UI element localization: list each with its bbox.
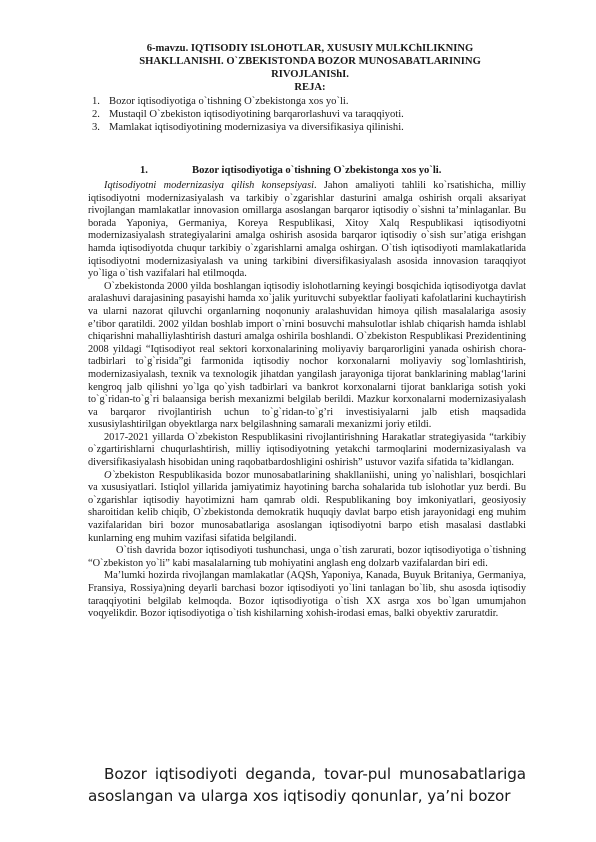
plan-item-text: Mustaqil O`zbekiston iqtisodiyotining barqarorlashuvi va taraqqiyoti. xyxy=(109,109,404,121)
paragraph: Ma’lumki hozirda rivojlangan mamlakatlar (AQSh, Yaponiya, Kanada, Buyuk Britaniya, Germaniya, Fransiya, Rossiya)ning deyarli barchasi bozor iqtisodiyoti yo`lini tanlagan bo`lib, shu asosda iqtisodiy taraqqiyotini belgilab kelmoqda. Bozor iqtisodiyotiga o`tish XX asrga xos bo`lgan umumjahon voqyelikdir. Bozor iqtisodiyotiga o`tish kishilarning xohish-irodasi emas, balki obyektiv zaruratdir. xyxy=(88,570,526,620)
large-font-paragraph: Bozor iqtisodiyoti deganda, tovar-pul munosabatlariga asoslangan va ularga xos iqtisodiy qonunlar, ya’ni bozor xyxy=(88,765,526,805)
paragraph: 2017-2021 yillarda O`zbekiston Respublikasini rivojlantirishning Harakatlar strategiyasida “tarkibiy o`zgartirishlarni chuqurlashtirish, milliy iqtisodiyotning yetakchi tarmoqlarini modernizasiyalash va diversifikasiyalash hisobidan uning raqobatbardoshligini oshirish” ustuvor vazifa sifatida ta’kidlangan. xyxy=(88,431,526,469)
plan-item-number: 2. xyxy=(92,109,100,121)
paragraph: O`tish davrida bozor iqtisodiyoti tushunchasi, unga o`tish zarurati, bozor iqtisodiyotiga o`tishning “O`zbekiston yo`li” kabi masalalarning tub mohiyatini anglash eng dolzarb vazifalardan biri edi. xyxy=(88,545,526,569)
paragraph-lead-italic: O` xyxy=(104,469,115,481)
plan-item-text: Mamlakat iqtisodiyotining modernizasiya va diversifikasiya qilinishi. xyxy=(109,122,404,134)
plan-item xyxy=(92,95,532,108)
paragraph xyxy=(88,470,526,546)
paragraph: O`zbekistonda 2000 yilda boshlangan iqtisodiy islohotlarning keyingi bosqichida iqtisodiyotga davlat aralashuvi darajasining pasayishi hamda xo`jalik yurituvchi subyektlar faoliyati kafolatlarini kuchaytirish va ularni nazorat qiluvchi organlarning noqonuniy aralashuvidan himoya qilish masalalariga asosiy e’tibor qaratildi. 2002 yildan boshlab import o`rnini bosuvchi mahsulotlar ishlab chiqarish hamda ishlabl chiqarishni mahalliylashtirish dasturi amalga oshirila boshlandi. O`zbekiston Respublikasi Prezidentining 2008 yildagi “Iqtisodiyot real sektori korxonalarining moliyaviy barqarorligini yanada oshirish chora-tadbirlari to`g`risida”gi farmonida iqtisodiy nochor korxonalarni moliyaviy sog`lomlashtirish, modernizasiyalash, texnik va texnologik jihatdan yangilash jarayoniga tijorat banklarining mablag‘larini kengroq jalb qilishni yo`lga qo`yish tadbirlari va bankrot korxonalarni tijorat banklariga sotish yoki to`g`ridan-to`g`ri balaansiga berish mexanizmi belgilab berildi. Mazkur korxonalarni modernizasiyalash va barqaror rivojlantirish uchun to`g`ridan-to`g’ri investisiyalarni jalb etish maqsadida xususiylashtirilgan obyektlarga narx belgilashning samarali mexanizmi joriy etildi. xyxy=(88,280,526,431)
section-title: Bozor iqtisodiyotiga o`tishning O`zbekistonga xos yo`li. xyxy=(192,165,442,176)
plan-item-text: Bozor iqtisodiyotiga o`tishning O`zbekistonga xos yo`li. xyxy=(109,96,349,107)
paragraph xyxy=(88,180,526,281)
plan-list xyxy=(92,95,532,135)
topic-title-line-2: SHAKLLANISHI. O`ZBEKISTONDA BOZOR MUNOSABATLARINING xyxy=(139,56,481,67)
body-text xyxy=(88,180,526,621)
section-number: 1. xyxy=(140,165,148,176)
plan-item-number: 1. xyxy=(92,96,100,107)
topic-title-line-1: 6-mavzu. IQTISODIY ISLOHOTLAR, XUSUSIY MULKChILIKNING xyxy=(146,43,474,54)
topic-title-line-3: RIVOJLANIShI. xyxy=(271,69,349,80)
section-heading xyxy=(140,164,500,177)
plan-item xyxy=(92,108,532,121)
plan-item-number: 3. xyxy=(92,122,100,134)
plan-item xyxy=(92,121,532,134)
paragraph-text: . Jahon amaliyoti tahlili ko`rsatishicha, milliy iqtisodiyotni modernizasiyalash va tarkibiy o`zgarishlar dasturini amalga oshirish orqali aksariyat rivojlangan mamlakatlar innovasion omillarga asoslangan barqaror iqtisodiy o`sishni ta’minlaganlar. Bu borada Yaponiya, Germaniya, Koreya Respublikasi, Xitoy Xalq Respublikasi iqtisodiyotni modernizasiyalash strategiyalarini amalga oshirish asosida barqaror iqtisodiy o`sish sur’atiga erishgan hamda iqtisodiyotda chuqur tarkibiy o`zgarishlarni amalga oshirgan. O`tish iqtisodiyoti mamlakatlarida iqtisodiyotni modernizasiyalash va uning tarkibini diversifikasiyalash asosida innovasion taraqqiyot yo`liga o`tish vazifalari hal etilmoqda. xyxy=(88,180,526,280)
paragraph-text: zbekiston Respublikasida bozor munosabatlarining shakllaniishi, uning yo`nalishlari, bosqichlari va xususiyatlari. Istiqlol yillarida jamiyatimiz hayotining barcha sohalarida tub islohotlar yuz berdi. Bu o`zgarishlar iqtisodiy hayotimizni ham qamrab oldi. Respublikaning boy imkoniyatlari, geosiyosiy sharoitidan kelib chiqib, O`zbekistonda demokratik huquqiy davlat barpo etish jarayonidagi eng muhim vazifalaridan biri bozor munosabatlariga asoslangan iqtisodiyotni barpo etish masalasi dastlabki kunlarning eng muhim vazifasi sifatida belgilandi. xyxy=(88,469,526,544)
paragraph-lead-italic: Iqtisodiyotni modernizasiya qilish konsepsiyasi xyxy=(104,180,314,191)
plan-heading: REJA: xyxy=(294,82,326,93)
